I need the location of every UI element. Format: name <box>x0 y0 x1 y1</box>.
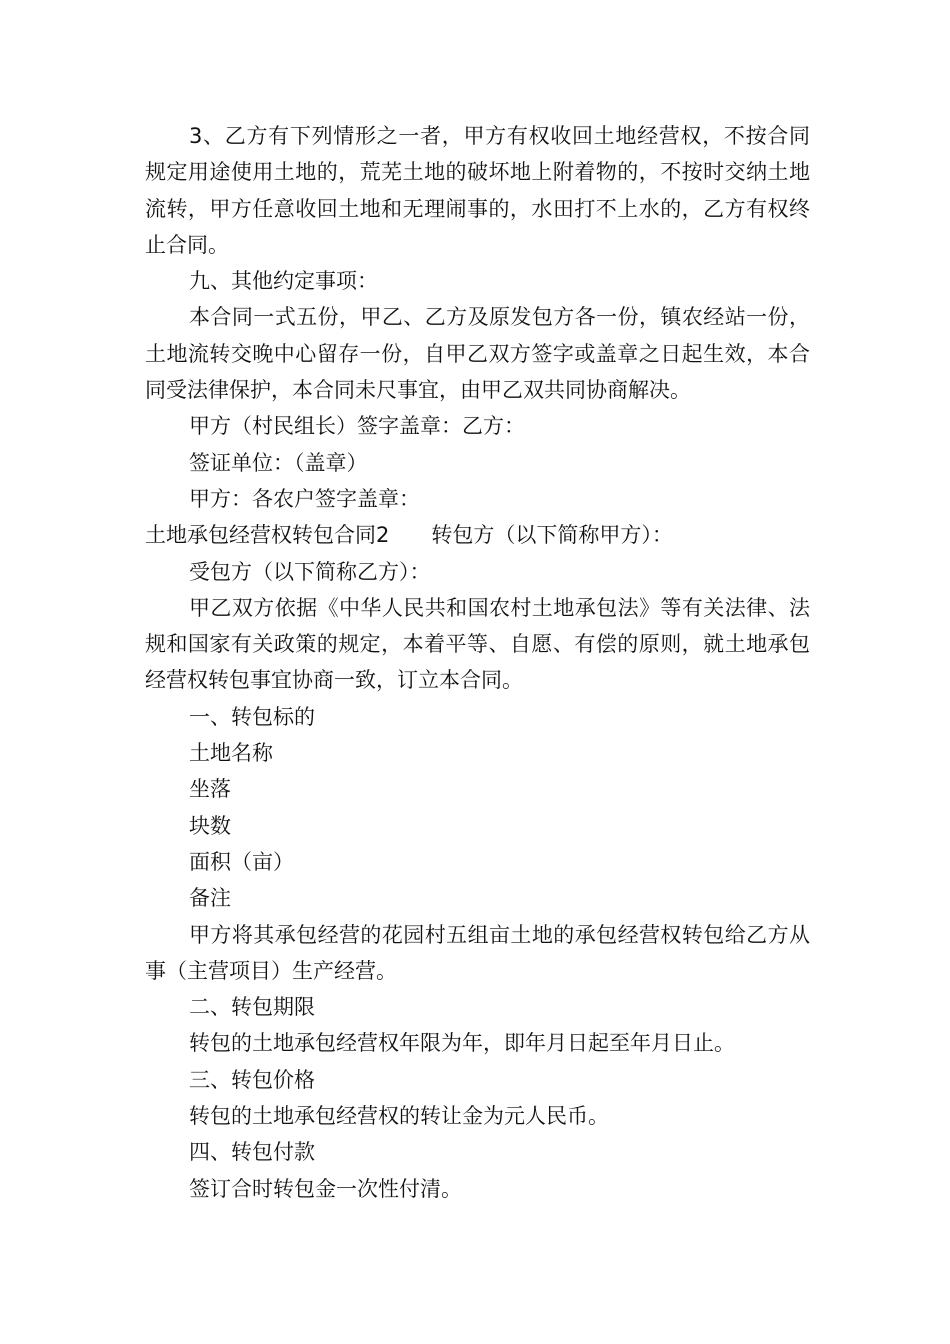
section-2-heading: 二、转包期限 <box>189 995 315 1020</box>
section-3-body: 转包的土地承包经营权的转让金为元人民币。 <box>189 1104 609 1129</box>
households-signature-line: 甲方：各农户签字盖章： <box>189 486 420 511</box>
field-remarks: 备注 <box>189 886 231 911</box>
section-1-body: 甲方将其承包经营的花园村五组亩土地的承包经营权转包给乙方从事（主营项目）生产经营。 <box>145 922 810 983</box>
field-land-name: 土地名称 <box>189 741 273 766</box>
clause-3-paragraph: 3、乙方有下列情形之一者，甲方有权收回土地经营权，不按合同规定用途使用土地的，荒芜土地的破坏地上附着物的，不按时交纳土地流转，甲方任意收回土地和无理闹事的，水田打不上水的，乙方有权终止合同。 <box>145 124 810 257</box>
contract-2-title-line <box>145 517 810 553</box>
field-location: 坐落 <box>189 777 231 802</box>
field-area: 面积（亩） <box>189 849 294 874</box>
section-4-heading: 四、转包付款 <box>189 1140 315 1165</box>
document-page <box>145 118 810 1207</box>
section-3-heading: 三、转包价格 <box>189 1067 315 1092</box>
section-9-heading: 九、其他约定事项： <box>189 269 378 294</box>
preamble-paragraph: 甲乙双方依据《中华人民共和国农村土地承包法》等有关法律、法规和国家有关政策的规定，本着平等、自愿、有偿的原则，就土地承包经营权转包事宜协商一致，订立本合同。 <box>145 595 810 693</box>
contract-2-title: 土地承包经营权转包合同2 <box>145 523 390 548</box>
transferor-label: 转包方（以下简称甲方）： <box>431 523 673 548</box>
section-1-heading: 一、转包标的 <box>189 704 315 729</box>
certifier-signature-line: 签证单位：（盖章） <box>189 450 368 475</box>
section-2-body: 转包的土地承包经营权年限为年，即年月日起至年月日止。 <box>189 1031 735 1056</box>
transferee-label: 受包方（以下简称乙方）： <box>189 559 431 584</box>
party-a-signature-line: 甲方（村民组长）签字盖章：乙方： <box>189 414 525 439</box>
section-4-body: 签订合时转包金一次性付清。 <box>189 1176 462 1201</box>
field-plots: 块数 <box>189 813 231 838</box>
section-9-body: 本合同一式五份，甲乙、乙方及原发包方各一份，镇农经站一份，土地流转交晚中心留存一份，自甲乙双方签字或盖章之日起生效，本合同受法律保护，本合同未尺事宜，由甲乙双共同协商解决。 <box>145 305 810 403</box>
